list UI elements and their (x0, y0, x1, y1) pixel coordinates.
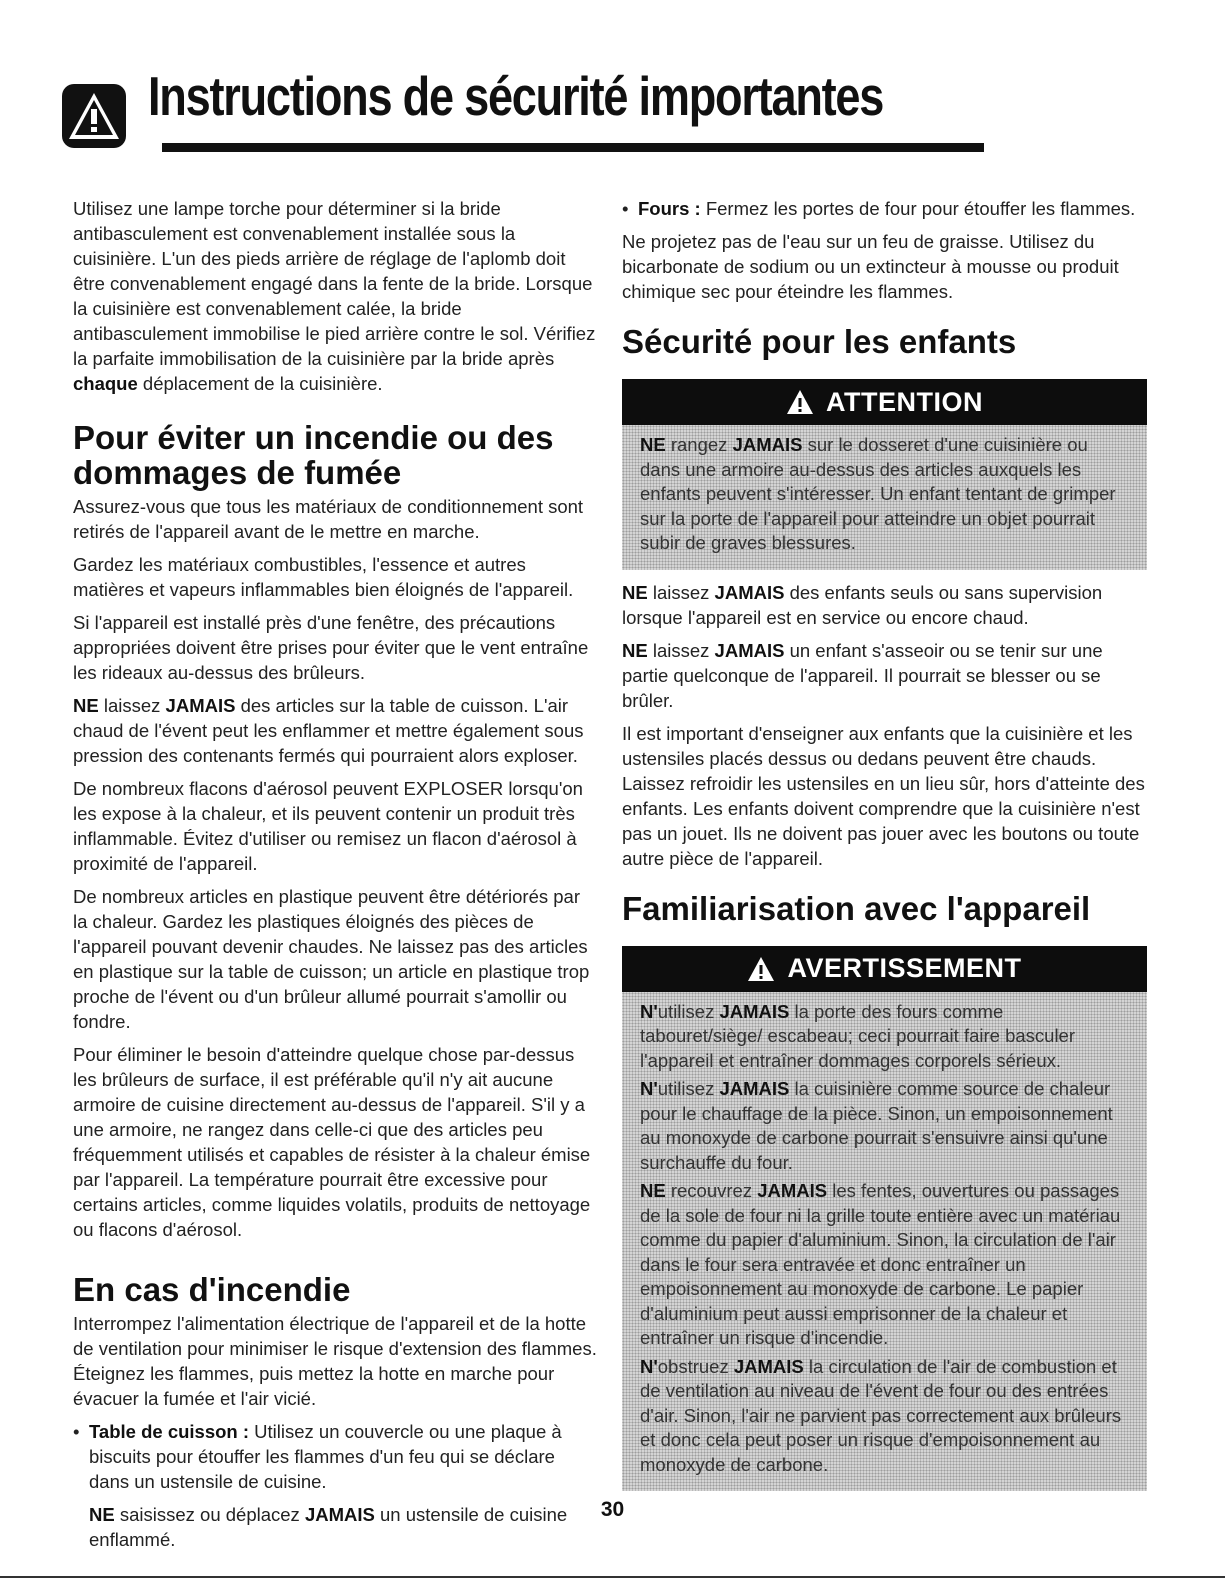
page-number: 30 (600, 1498, 625, 1521)
right-column (622, 196, 1147, 1501)
grease-fire-paragraph: Ne projetez pas de l'eau sur un feu de graisse. Utilisez du bicarbonate de sodium ou un extincteur à mousse ou produit chimique sec pour éteindre les flammes. (622, 231, 1119, 302)
warning-triangle-icon (786, 388, 814, 416)
avertissement-box (622, 946, 1147, 1492)
fire-paragraph-7: Pour éliminer le besoin d'atteindre quelque chose par-dessus les brûleurs de surface, il est préférable qu'il n'y ait aucune armoire de cuisine directement au-dessus de l'appareil. S'il y a une armoire, ne rangez dans celle-ci que des articles peu fréquemment utilisés et capables de résister à la chaleur émise par l'appareil. La température pourrait être excessive pour certains articles, comme liquides volatils, produits de nettoyage ou flacons d'aérosol. (73, 1044, 591, 1240)
title-underline (162, 143, 984, 152)
intro-paragraph: Utilisez une lampe torche pour déterminer si la bride antibasculement est convenablement installée sous la cuisinière. L'un des pieds arrière de réglage de l'aplomb doit être convenablement engagé dans la fente de la bride. Lorsque la cuisinière est convenablement calée, la bride antibasculement immobilise le pied arrière contre le sol. Vérifiez la parfaite immobilisation de la cuisinière par la bride après chaque déplacement de la cuisinière. (73, 198, 596, 394)
heading-child-safety: Sécurité pour les enfants (622, 323, 1017, 360)
bullet-mark: • (73, 1421, 80, 1442)
page-title: Instructions de sécurité importantes (148, 65, 884, 127)
avertissement-item-2: N'utilisez JAMAIS la cuisinière comme source de chaleur pour le chauffage de la pièce. Sinon, un empoisonnement au monoxyde de carbone pourrait s'ensuivre ainsi qu'une surchauffe du four. (640, 1078, 1113, 1173)
heading-fire-prevention: Pour éviter un incendie ou des dommages de fumée (73, 419, 554, 491)
warning-triangle-icon (62, 84, 126, 148)
bullet-mark: • (622, 198, 629, 219)
bullet-ovens: • Fours : Fermez les portes de four pour étouffer les flammes. (622, 198, 1136, 219)
fire-paragraph-3: Si l'appareil est installé près d'une fenêtre, des précautions appropriées doivent être prises pour éviter que le vent entraîne les rideaux au-dessus des brûleurs. (73, 612, 589, 683)
avertissement-label: AVERTISSEMENT (787, 953, 1022, 983)
fire-paragraph-2: Gardez les matériaux combustibles, l'essence et autres matières et vapeurs inflammables bien éloignés de l'appareil. (73, 554, 574, 600)
avertissement-body (622, 992, 1147, 1492)
attention-box (622, 379, 1147, 570)
page-header (62, 60, 922, 160)
child-paragraph-3: Il est important d'enseigner aux enfants que la cuisinière et les ustensiles placés dessus ou dedans peuvent être chauds. Laissez refroidir les ustensiles en un lieu sûr, hors d'atteinte des enfants. Les enfants doivent comprendre que la cuisinière n'est pas un jouet. Ils ne doivent pas jouer avec les boutons ou toute autre pièce de l'appareil. (622, 722, 1145, 869)
fire-paragraph-6: De nombreux articles en plastique peuvent être détériorés par la chaleur. Gardez les plastiques éloignés des pièces de l'appareil pouvant devenir chaudes. Ne laissez pas des articles en plastique sur la table de cuisson; un article en plastique trop proche de l'évent ou d'un brûleur allumé pourrait s'amollir ou fondre. (73, 886, 590, 1032)
bullet-cooktop: • Table de cuisson : Utilisez un couvercle ou une plaque à biscuits pour étouffer les flammes d'un feu qui se déclare dans un ustensile de cuisine. (73, 1421, 562, 1492)
child-paragraph-2: NE laissez JAMAIS un enfant s'asseoir ou se tenir sur une partie quelconque de l'appareil. Il pourrait se blesser ou se brûler. (622, 639, 1103, 711)
fire-paragraph-5: De nombreux flacons d'aérosol peuvent EXPLOSER lorsqu'on les expose à la chaleur, et ils peuvent contenir un produit très inflammable. Évitez d'utiliser ou remisez un flacon d'aérosol à proximité de l'appareil. (73, 778, 583, 874)
avertissement-item-1: N'utilisez JAMAIS la porte des fours comme tabouret/siège/ escabeau; ceci pourrait faire basculer l'appareil et entraîner dommages corporels sérieux. (640, 1000, 1076, 1071)
bullet-cooktop-note: NE saisissez ou déplacez JAMAIS un ustensile de cuisine enflammé. (89, 1504, 568, 1550)
heading-appliance-familiarization: Familiarisation avec l'appareil (622, 889, 1091, 927)
avertissement-header (622, 946, 1147, 992)
avertissement-item-3: NE recouvrez JAMAIS les fentes, ouvertures ou passages de la sole de four ni la grille toute entière avec un matériau comme du papier d'aluminium. Sinon, la circulation de l'air dans le four sera entravée et donc entraîner un empoisonnement au monoxyde de carbone. Le papier d'aluminium peut aussi emprisonner de la chaleur et entraîner un risque d'incendie. (640, 1180, 1121, 1348)
encas-paragraph-1: Interrompez l'alimentation électrique de l'appareil et de la hotte de ventilation pour minimiser le risque d'extension des flammes. Éteignez les flammes, puis mettez la hotte en marche pour évacuer la fumée et l'air vicié. (73, 1313, 597, 1409)
heading-in-case-of-fire: En cas d'incendie (73, 1271, 351, 1308)
fire-paragraph-4: NE laissez JAMAIS des articles sur la table de cuisson. L'air chaud de l'évent peut les enflammer et mettre également sous pression des contenants fermés qui pourraient alors exploser. (73, 695, 584, 766)
bottom-rule (0, 1576, 1225, 1578)
child-paragraph-1: NE laissez JAMAIS des enfants seuls ou sans supervision lorsque l'appareil est en service ou encore chaud. (622, 581, 1103, 628)
avertissement-item-4: N'obstruez JAMAIS la circulation de l'air de combustion et de ventilation au niveau de l'évent de four ou des entrées d'air. Sinon, l'air ne parvient pas correctement aux brûleurs et donc cela peut poser un risque d'empoisonnement au monoxyde de carbone. (640, 1355, 1122, 1475)
attention-header (622, 379, 1147, 425)
left-column (73, 196, 598, 1560)
attention-text: NE rangez JAMAIS sur le dosseret d'une cuisinière ou dans une armoire au-dessus des articles auxquels les enfants peuvent s'intéresser. Un enfant tentant de grimper sur la porte de l'appareil pour atteindre un objet pourrait subir de graves blessures. (640, 434, 1116, 553)
attention-body (622, 425, 1147, 570)
attention-label: ATTENTION (826, 386, 983, 417)
warning-triangle-icon (747, 955, 775, 983)
fire-paragraph-1: Assurez-vous que tous les matériaux de conditionnement sont retirés de l'appareil avant de le mettre en marche. (73, 496, 584, 542)
